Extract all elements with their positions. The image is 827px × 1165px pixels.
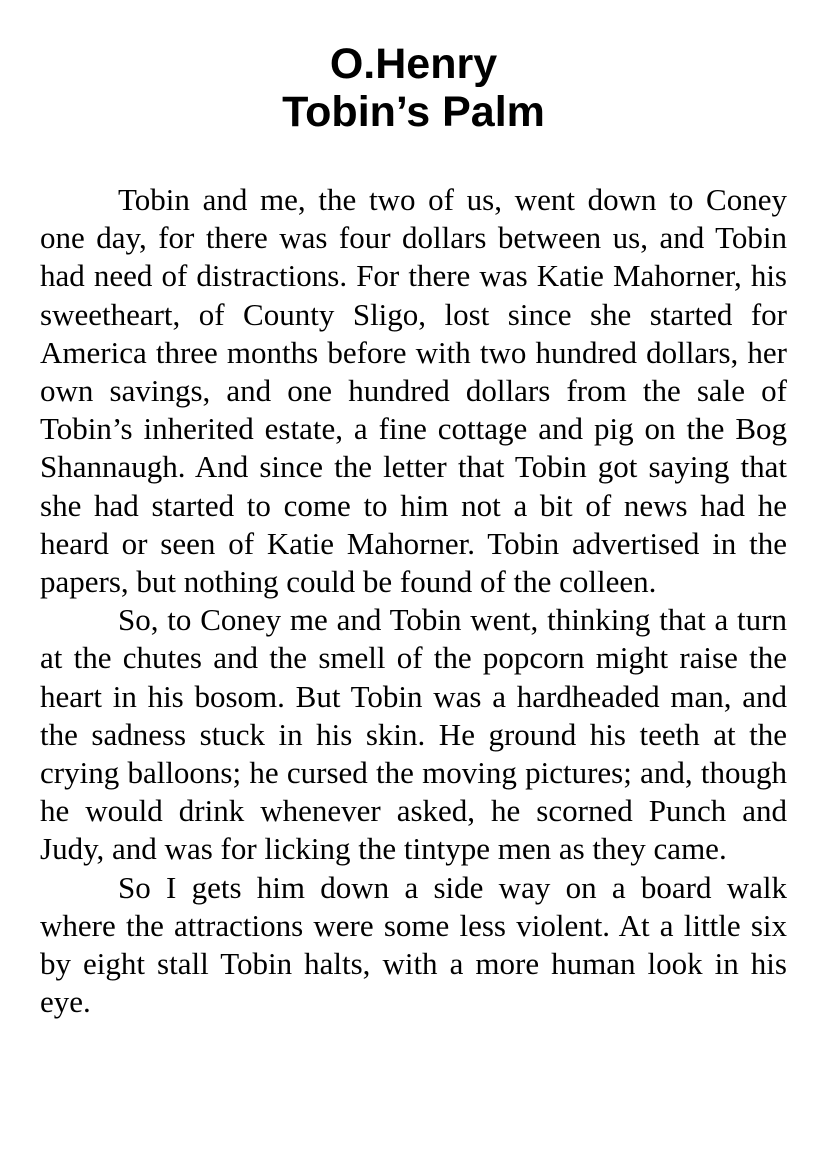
paragraph-1: Tobin and me, the two of us, went down to Coney one day, for there was four dollars between us, and Tobin had need of distractions. For there was Katie Mahorner, his sweetheart, of County Sligo, lost since she started for America three months before with two hundred dollars, her own savings, and one hundred dollars from the sale of Tobin’s inherited estate, a fine cottage and pig on the Bog Shannaugh. And since the letter that Tobin got saying that she had started to come to him not a bit of news had he heard or seen of Katie Mahorner. Tobin advertised in the papers, but nothing could be found of the colleen. <box>40 182 787 600</box>
paragraph-3: So I gets him down a side way on a board walk where the attractions were some less violent. At a little six by eight stall Tobin halts, with a more human look in his eye. <box>40 869 787 1020</box>
author-name: O.Henry <box>329 40 498 88</box>
title-block <box>0 40 827 136</box>
story-title: Tobin’s Palm <box>282 88 545 136</box>
story-body <box>40 181 787 1021</box>
paragraph-2: So, to Coney me and Tobin went, thinking that a turn at the chutes and the smell of the popcorn might raise the heart in his bosom. But Tobin was a hardheaded man, and the sadness stuck in his skin. He ground his teeth at the crying balloons; he cursed the moving pictures; and, though he would drink whenever asked, he scorned Punch and Judy, and was for licking the tintype men as they came. <box>40 602 787 867</box>
